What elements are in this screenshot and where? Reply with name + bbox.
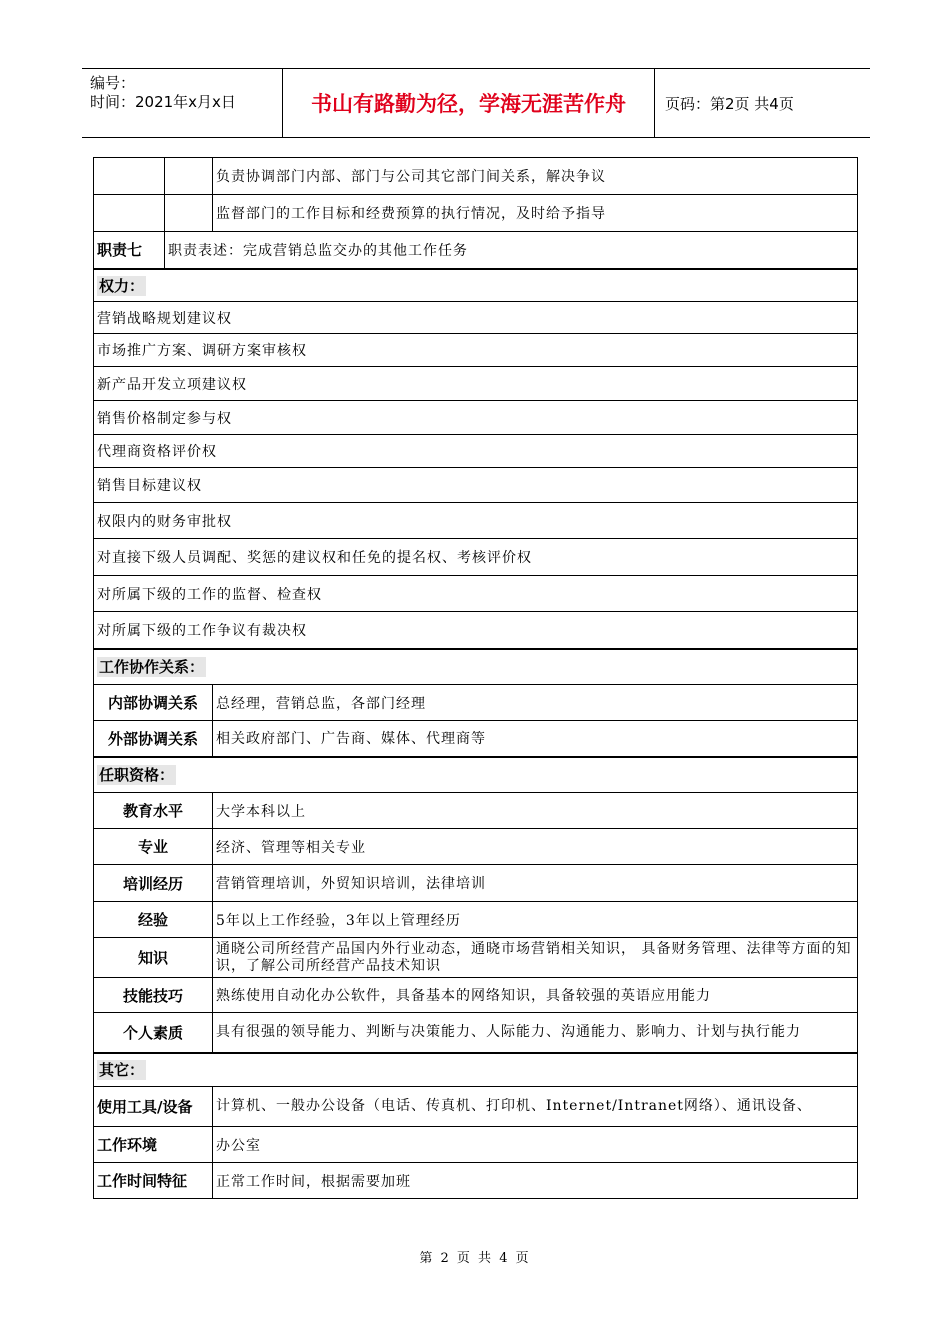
- qualification-row: [94, 938, 858, 978]
- duty7-row: [94, 232, 858, 269]
- qualification-row: [94, 902, 858, 938]
- other-row: [94, 1127, 858, 1163]
- rights-item: 权限内的财务审批权: [94, 503, 858, 539]
- qualification-label: 培训经历: [94, 865, 213, 902]
- qualification-row: [94, 865, 858, 902]
- rights-item: 代理商资格评价权: [94, 435, 858, 468]
- qualification-label: 经验: [94, 902, 213, 938]
- cooperation-row: [94, 721, 858, 757]
- other-row: [94, 1087, 858, 1127]
- duty-label-cell: [94, 158, 165, 195]
- qualification-value: 5年以上工作经验，3年以上管理经历: [213, 902, 858, 938]
- header-meta: [82, 69, 283, 137]
- qualification-label: 专业: [94, 829, 213, 865]
- cooperation-label: 外部协调关系: [94, 721, 213, 757]
- qualification-value: 营销管理培训，外贸知识培训，法律培训: [213, 865, 858, 902]
- qualification-row: [94, 829, 858, 865]
- rights-title: 权力：: [99, 276, 145, 295]
- other-title: 其它：: [99, 1061, 145, 1080]
- section-row: [94, 649, 858, 685]
- header-page-number: 页码：第2页 共4页: [665, 94, 794, 113]
- cooperation-title: 工作协作关系：: [99, 658, 205, 677]
- rights-item: 市场推广方案、调研方案审核权: [94, 334, 858, 367]
- other-value: 计算机、一般办公设备（电话、传真机、打印机、Internet/Intranet网络）、通讯设备、: [216, 1098, 812, 1114]
- other-label: 工作时间特征: [94, 1163, 213, 1199]
- qualification-value: 大学本科以上: [213, 793, 858, 829]
- cooperation-label: 内部协调关系: [94, 685, 213, 721]
- qualification-label: 个人素质: [94, 1013, 213, 1053]
- rights-item: 对所属下级的工作的监督、检查权: [94, 576, 858, 612]
- other-value: 办公室: [213, 1127, 858, 1163]
- header-motto: 书山有路勤为径，学海无涯苦作舟: [311, 91, 626, 116]
- qualification-value: 经济、管理等相关专业: [213, 829, 858, 865]
- doc-number-label: 编号：: [90, 74, 136, 92]
- job-description-table: [93, 157, 858, 1199]
- doc-time-label: 时间：2021年x月x日: [90, 93, 236, 111]
- page-footer: 第 2 页 共 4 页: [419, 1251, 531, 1266]
- duty-sub-row: [94, 195, 858, 232]
- qualification-title: 任职资格：: [99, 766, 175, 785]
- other-value: 正常工作时间，根据需要加班: [213, 1163, 858, 1199]
- rights-item: 销售目标建议权: [94, 468, 858, 503]
- other-label: 工作环境: [94, 1127, 213, 1163]
- rights-item: 对所属下级的工作争议有裁决权: [94, 612, 858, 649]
- qualification-label: 知识: [94, 938, 213, 978]
- qualification-row: [94, 1013, 858, 1053]
- cooperation-value: 相关政府部门、广告商、媒体、代理商等: [213, 721, 858, 757]
- header-page-cell: [655, 69, 870, 137]
- rights-item: 新产品开发立项建议权: [94, 367, 858, 401]
- qualification-value: 具有很强的领导能力、判断与决策能力、人际能力、沟通能力、影响力、计划与执行能力: [216, 1023, 801, 1040]
- rights-item: 对直接下级人员调配、奖惩的建议权和任免的提名权、考核评价权: [94, 539, 858, 576]
- duty-label-cell: [94, 195, 165, 232]
- qualification-row: [94, 793, 858, 829]
- section-row: [94, 1053, 858, 1087]
- page-header: [82, 68, 870, 138]
- duty7-text: 职责表述：完成营销总监交办的其他工作任务: [165, 232, 858, 269]
- rights-item: 销售价格制定参与权: [94, 401, 858, 435]
- duty-sub-blank: [165, 158, 213, 195]
- duty-sub-blank: [165, 195, 213, 232]
- header-motto-cell: [283, 69, 655, 137]
- cooperation-value: 总经理，营销总监，各部门经理: [213, 685, 858, 721]
- duty-sub-text: 监督部门的工作目标和经费预算的执行情况，及时给予指导: [213, 195, 858, 232]
- qualification-value: 熟练使用自动化办公软件，具备基本的网络知识，具备较强的英语应用能力: [213, 978, 858, 1013]
- qualification-label: 技能技巧: [94, 978, 213, 1013]
- cooperation-row: [94, 685, 858, 721]
- other-label: 使用工具/设备: [94, 1087, 213, 1127]
- duty7-label: 职责七: [94, 232, 165, 269]
- other-row: [94, 1163, 858, 1199]
- section-row: [94, 269, 858, 302]
- section-row: [94, 757, 858, 793]
- qualification-row: [94, 978, 858, 1013]
- duty-sub-text: 负责协调部门内部、部门与公司其它部门间关系，解决争议: [213, 158, 858, 195]
- qualification-value: 通晓公司所经营产品国内外行业动态，通晓市场营销相关知识， 具备财务管理、法律等方面的知识，了解公司所经营产品技术知识: [216, 940, 852, 974]
- qualification-label: 教育水平: [94, 793, 213, 829]
- rights-item: 营销战略规划建议权: [94, 302, 858, 334]
- duty-sub-row: [94, 158, 858, 195]
